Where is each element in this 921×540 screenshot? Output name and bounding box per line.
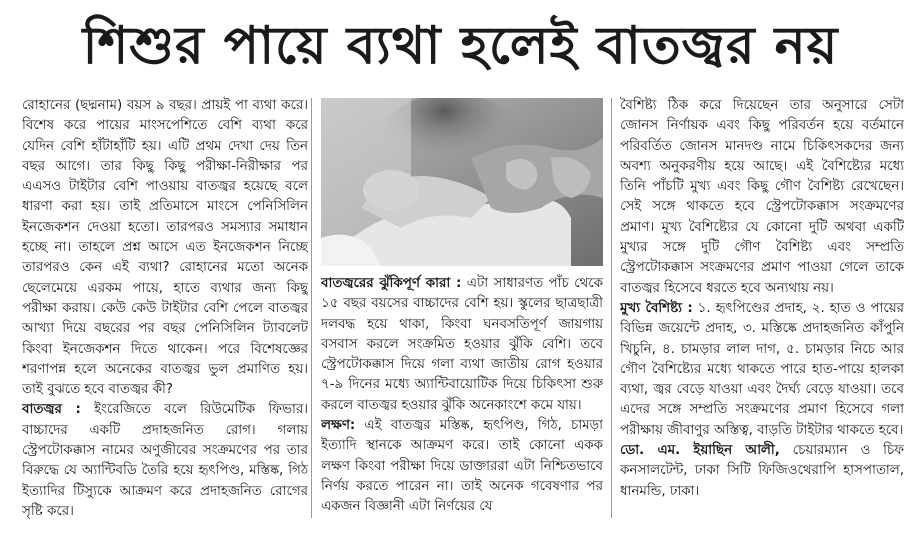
body-text: রোহানের (ছদ্মনাম) বয়স ৯ বছর। প্রায়ই পা ব্যথা করে। বিশেষ করে পায়ের মাংসপেশিতে বেশি ব্যথা করে যেদিন বেশি হাঁটাহাঁটি হয়। এটি প্রথম দেখা দেয় তিন বছর আগে। তার কিছু কিছু পরীক্ষা-নিরীক্ষার পর এএসও টাইটার বেশি পাওয়ায় বাতজ্বর হয়েছে বলে ধারণা করা হয়। তাই প্রতিমাসে মাংসে পেনিসিলিন ইনজেকশন দেওয়া হতো। তারপরও সমস্যার সমাধান হচ্ছে না। তাহলে প্রশ্ন আসে এত ইনজেকশন নিচ্ছে তারপরও কেন এই ব্যথা? রোহানের মতো অনেক ছেলেমেয়ে এরকম পায়ে, হাতে ব্যথার জন্য কিছু পরীক্ষা করায়। কেউ কেউ টাইটার বেশি পেলে বাতজ্বর আখ্যা দিয়ে বছরের পর বছর পেনিসিলিন ট্যাবলেট কিংবা ইনজেকশন দিতে থাকেন। পরে বিশেষজ্ঞের শরণাপন্ন হলে অনেকের বাতজ্বর ভুল প্রমাণিত হয়। তাই বুঝতে হবে বাতজ্বর কী? xyxy=(22,98,308,398)
section-lead: বাতজ্বর : xyxy=(22,402,81,418)
column-divider-right xyxy=(611,98,612,518)
headline: শিশুর পায়ে ব্যথা হলেই বাতজ্বর নয় xyxy=(82,16,839,76)
paragraph xyxy=(620,299,904,441)
column-3 xyxy=(620,96,904,536)
article-photo xyxy=(321,98,603,266)
paragraph xyxy=(22,96,308,400)
author-name: ডো. এম. ইয়াছিন আলী, xyxy=(620,443,780,459)
column-divider-left xyxy=(311,98,312,518)
body-text: এই বাতজ্বর মস্তিষ্ক, হৃৎপিণ্ড, গিঠ, চামড়া ইত্যাদি স্থানকে আক্রমণ করে। তাই কোনো একক লক্ষণ কিংবা পরীক্ষা দিয়ে ডাক্তাররা এটা নিশ্চিতভাবে নির্ণয় করতে পারেন না। তাই অনেক গবেষণার পর একজন বিজ্ঞানী এটা নির্ণয়ের যে xyxy=(321,418,603,515)
section-lead: লক্ষণ: xyxy=(321,418,356,434)
paragraph xyxy=(321,274,603,416)
body-text: বৈশিষ্ট্য ঠিক করে দিয়েছেন তার অনুসারে সেটা জোনস নির্ণায়ক এবং কিছু পরিবর্তন হয়ে বর্তমানে পরিবর্তিত জোনস মানদণ্ড নামে চিকিৎসকদের জন্য অবশ্য অনুকরণীয় হয়ে আছে। এই বৈশিষ্ট্যের মধ্যে তিনি পাঁচটি মুখ্য এবং কিছু গৌণ বৈশিষ্ট্য রেখেছেন। সেই সঙ্গে থাকতে হবে স্ট্রেপটোকক্কাস সংক্রমণের প্রমাণ। মুখ্য বৈশিষ্ট্যের যে কোনো দুটি অথবা একটি মুখ্যর সঙ্গে দুটি গৌণ বৈশিষ্ট্য এবং সম্প্রতি স্ট্রেপটোকক্কাস সংক্রমণের প্রমাণ পাওয়া গেলে তাকে বাতজ্বর হিসেবে ধরতে হবে অন্যথায় নয়। xyxy=(620,98,904,296)
column-1 xyxy=(22,96,308,536)
author-affiliation: চেয়ারম্যান ও চিফ কনসালটেন্ট, ঢাকা সিটি ফিজিওথেরাপি হাসপাতাল, ধানমন্ডি, ঢাকা। xyxy=(620,443,904,499)
section-lead: বাতজ্বরের ঝুঁকিপূর্ণ কারা : xyxy=(321,276,462,291)
paragraph xyxy=(620,96,904,299)
body-text: ১. হৃৎপিণ্ডের প্রদাহ, ২. হাত ও পায়ের বিভিন্ন জয়েন্টে প্রদাহ, ৩. মস্তিষ্কে প্রদাহজনিত কাঁপুনি খিচুনি, ৪. চামড়ার লাল দাগ, ৫. চামড়ার নিচে আর গৌণ বৈশিষ্ট্যের মধ্যে থাকতে পারে হাত-পায়ে হালকা ব্যথা, জ্বর বেড়ে যাওয়া এবং দৈর্ঘ্য বেড়ে যাওয়া। তবে এদের সঙ্গে সম্প্রতি সংক্রমণের প্রমাণ হিসেবে গলা পরীক্ষায় জীবাণুর অস্তিত্ব, বাড়তি টাইটার থাকতে হবে। xyxy=(620,300,904,438)
author-credit xyxy=(620,441,904,502)
column-2 xyxy=(321,96,603,536)
body-text: ইংরেজিতে বলে রিউমেটিক ফিভার। বাচ্চাদের একটি প্রদাহজনিত রোগ। গলায় স্ট্রেপটোকক্কাস নামের অণুজীবের সংক্রমণের পর তার বিরুদ্ধে যে অ্যান্টিবডি তৈরি হয়ে হৃৎপিণ্ড, মস্তিষ্ক, গিঠ ইত্যাদির টিস্যুকে আক্রমণ করে প্রদাহজনিত রোগের সৃষ্টি করে। xyxy=(22,402,308,519)
photo-illustration xyxy=(321,98,603,266)
section-lead: মুখ্য বৈশিষ্ট্য : xyxy=(620,300,693,316)
paragraph xyxy=(321,416,603,517)
body-text: এটা সাধারণত পাঁচ থেকে ১৫ বছর বয়সের বাচ্চাদের বেশি হয়। স্কুলের ছাত্রছাত্রী দলবদ্ধ হয়ে থাকা, কিংবা ঘনবসতিপূর্ণ জায়গায় বসবাস করলে সংক্রমিত হওয়ার ঝুঁকি বেশি। তবে স্ট্রেপটোকক্কাস দিয়ে গলা ব্যথা জাতীয় রোগ হওয়ার ৭-৯ দিনের মধ্যে অ্যান্টিবায়োটিক দিয়ে চিকিৎসা শুরু করলে বাতজ্বর হওয়ার ঝুঁকি অনেকাংশে কমে যায়। xyxy=(321,276,603,413)
paragraph xyxy=(22,400,308,522)
